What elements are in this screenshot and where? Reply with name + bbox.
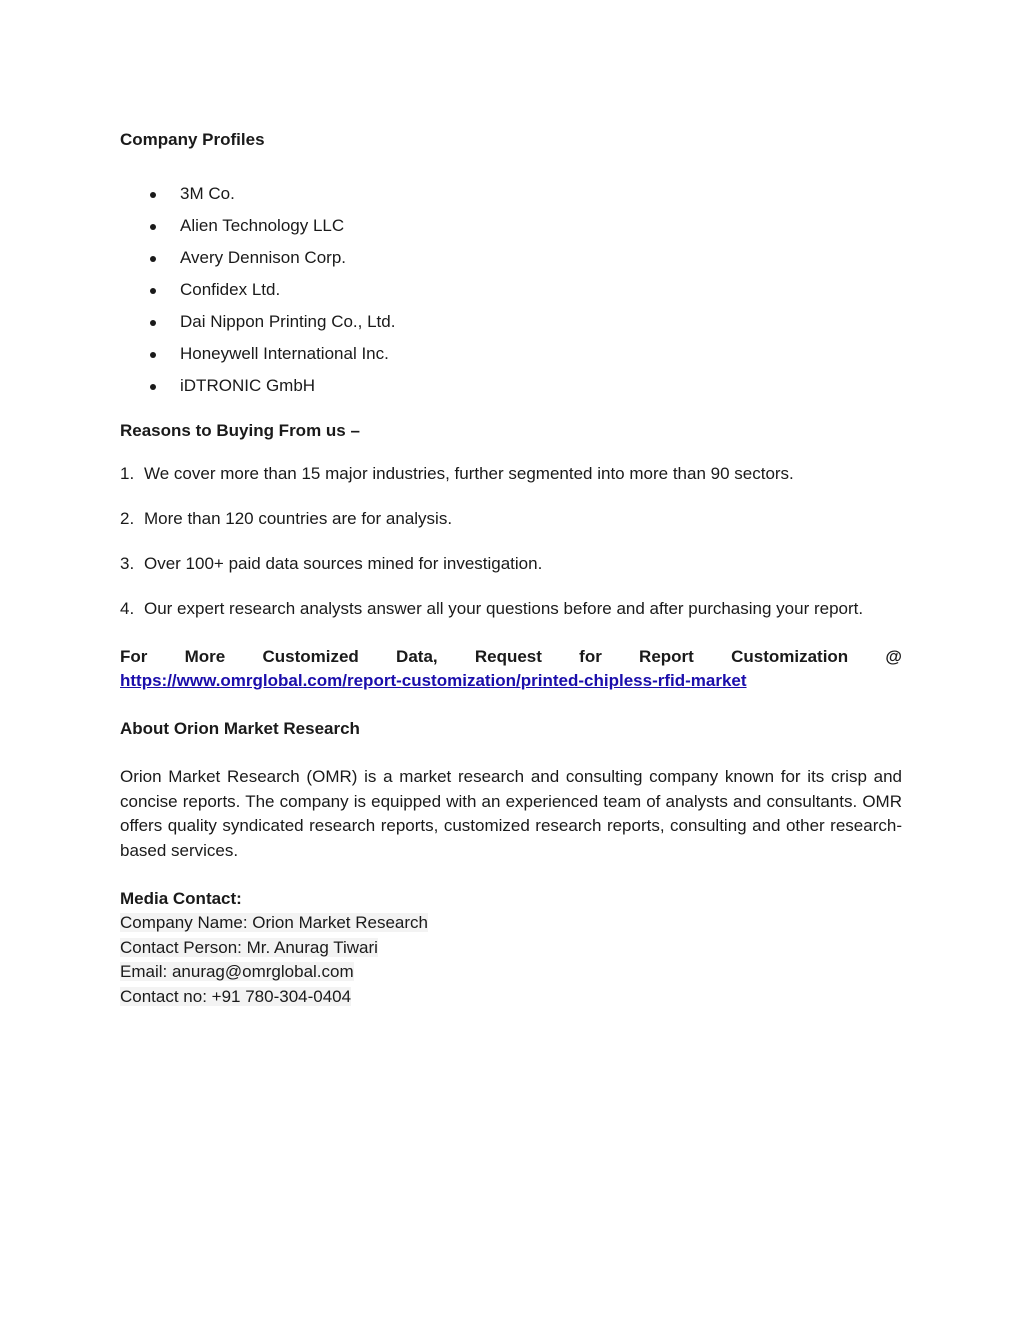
customization-request-text: For More Customized Data, Request for Report Customization @: [120, 647, 902, 666]
bullet-icon: [150, 224, 156, 230]
reason-item: [120, 459, 902, 488]
contact-phone: [120, 985, 902, 1010]
contact-email: [120, 960, 902, 985]
contact-company: [120, 911, 902, 936]
reason-number: 1.: [120, 464, 135, 483]
list-item: [120, 342, 902, 374]
bullet-icon: [150, 320, 156, 326]
company-name: 3M Co.: [180, 184, 235, 203]
list-item: [120, 182, 902, 214]
company-name: Dai Nippon Printing Co., Ltd.: [180, 312, 396, 331]
reason-text: Over 100+ paid data sources mined for investigation.: [144, 554, 543, 573]
bullet-icon: [150, 256, 156, 262]
company-name: Alien Technology LLC: [180, 216, 345, 235]
bullet-icon: [150, 192, 156, 198]
company-name: Confidex Ltd.: [180, 280, 281, 299]
document-page: [120, 128, 902, 1009]
reason-item: [120, 504, 902, 533]
list-item: [120, 214, 902, 246]
reason-number: 2.: [120, 509, 135, 528]
reason-text: Our expert research analysts answer all your questions before and after purchasing your report.: [144, 599, 864, 618]
company-name: Avery Dennison Corp.: [180, 248, 346, 267]
list-item: [120, 310, 902, 342]
contact-person-text: Contact Person: Mr. Anurag Tiwari: [120, 937, 378, 957]
reason-number: 4.: [120, 599, 135, 618]
customization-link[interactable]: https://www.omrglobal.com/report-customization/printed-chipless-rfid-market: [120, 671, 747, 690]
company-profiles-heading: Company Profiles: [120, 130, 265, 149]
contact-email-text: Email: anurag@omrglobal.com: [120, 962, 354, 981]
list-item: [120, 246, 902, 278]
reason-item: [120, 594, 902, 623]
company-list: [120, 182, 902, 406]
company-name: Honeywell International Inc.: [180, 344, 389, 363]
list-item: [120, 278, 902, 310]
contact-person: [120, 936, 902, 961]
media-contact-heading: Media Contact:: [120, 889, 242, 908]
bullet-icon: [150, 288, 156, 294]
reason-text: More than 120 countries are for analysis.: [144, 509, 453, 528]
reason-text: We cover more than 15 major industries, further segmented into more than 90 sectors.: [144, 464, 794, 483]
bullet-icon: [150, 384, 156, 390]
about-paragraph: Orion Market Research (OMR) is a market research and consulting company known for its crisp and concise reports. The company is equipped with an experienced team of analysts and consultants. OMR offers quality syndicated research reports, customized research reports, consulting and other research-based services.: [120, 767, 902, 860]
contact-company-text: Company Name: Orion Market Research: [120, 913, 429, 932]
list-item: [120, 374, 902, 406]
contact-phone-text: Contact no: +91 780-304-0404: [120, 986, 352, 1006]
reason-item: [120, 549, 902, 578]
company-name: iDTRONIC GmbH: [180, 376, 316, 395]
reason-number: 3.: [120, 554, 135, 573]
reasons-heading: Reasons to Buying From us –: [120, 421, 360, 440]
bullet-icon: [150, 352, 156, 358]
about-heading: About Orion Market Research: [120, 719, 360, 738]
